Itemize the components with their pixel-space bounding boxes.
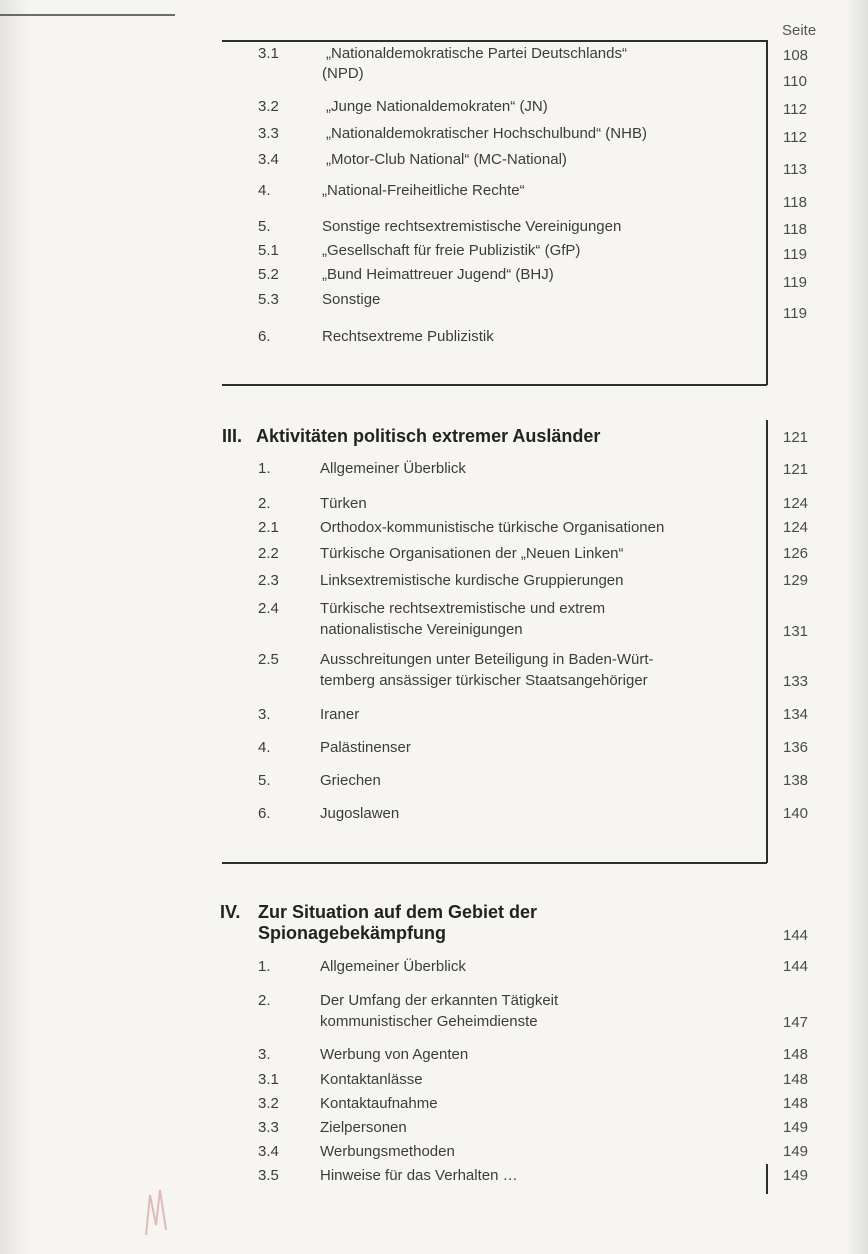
toc-title: Allgemeiner Überblick: [320, 958, 466, 975]
toc-title: „Junge Nationaldemokraten“ (JN): [326, 98, 548, 115]
toc-page: 149: [783, 1167, 809, 1184]
toc-title: Sonstige rechtsextremistische Vereinigungen: [322, 218, 622, 235]
toc-number: 4.: [258, 739, 271, 756]
toc-page: 134: [783, 706, 809, 723]
toc-number: 2.3: [258, 572, 279, 589]
page-column-rule: [766, 40, 768, 385]
toc-page: 121: [783, 461, 809, 478]
toc-title: Iraner: [320, 706, 360, 723]
ink-smudge: [140, 1185, 176, 1240]
toc-number: 2.: [258, 992, 271, 1009]
toc-page: 108: [783, 47, 809, 64]
corner-rule: [0, 14, 175, 16]
toc-title: Rechtsextreme Publizistik: [322, 328, 494, 345]
toc-number: 2.2: [258, 545, 279, 562]
toc-title-cont: temberg ansässiger türkischer Staatsangehöriger: [320, 672, 648, 689]
toc-number: 3.2: [258, 98, 279, 115]
toc-title: Linksextremistische kurdische Gruppierungen: [320, 572, 624, 589]
toc-page: 149: [783, 1119, 809, 1136]
page-edge-shadow: [0, 0, 30, 1254]
page-column-rule: [766, 420, 768, 863]
toc-title: „Motor-Club National“ (MC-National): [326, 151, 567, 168]
section-heading: Aktivitäten politisch extremer Ausländer: [256, 426, 601, 446]
page-column-rule: [766, 1164, 768, 1194]
toc-page: 113: [783, 161, 807, 178]
toc-page: 119: [783, 246, 807, 263]
toc-number: 2.1: [258, 519, 279, 536]
toc-number: 5.: [258, 218, 271, 235]
toc-number: 3.: [258, 706, 271, 723]
toc-number: 3.1: [258, 1071, 279, 1088]
toc-title: Türkische rechtsextremistische und extrem: [320, 600, 606, 617]
toc-number: 6.: [258, 328, 271, 345]
toc-page: 149: [783, 1143, 809, 1160]
section-rule: [222, 862, 767, 864]
toc-page: 112: [783, 129, 807, 146]
toc-page: 121: [783, 429, 809, 446]
toc-title: Kontaktaufnahme: [320, 1095, 438, 1112]
toc-title: Zielpersonen: [320, 1119, 407, 1136]
toc-number: 3.1: [258, 45, 279, 62]
toc-number: 5.1: [258, 242, 279, 259]
toc-title: Werbung von Agenten: [320, 1046, 469, 1063]
toc-page: 140: [783, 805, 809, 822]
toc-title: „Gesellschaft für freie Publizistik“ (GfP): [322, 242, 581, 259]
toc-number: 3.2: [258, 1095, 279, 1112]
toc-page: 131: [783, 623, 809, 640]
toc-title: Hinweise für das Verhalten …: [320, 1167, 518, 1184]
toc-title: „National-Freiheitliche Rechte“: [322, 182, 525, 199]
toc-number: 5.3: [258, 291, 279, 308]
toc-page: 110: [783, 73, 807, 90]
toc-page: 136: [783, 739, 809, 756]
toc-number: 6.: [258, 805, 271, 822]
toc-title: Türkische Organisationen der „Neuen Linken“: [320, 545, 624, 562]
section-rule-top: [222, 40, 767, 42]
toc-page: 124: [783, 519, 809, 536]
section-heading-cont: Spionagebekämpfung: [258, 923, 447, 943]
toc-number: 3.5: [258, 1167, 279, 1184]
section-rule-bottom: [222, 384, 767, 386]
toc-title: Kontaktanlässe: [320, 1071, 423, 1088]
section-number: III.: [222, 426, 243, 446]
toc-page: 118: [783, 194, 807, 211]
toc-number: 3.: [258, 1046, 271, 1063]
toc-number: 2.4: [258, 600, 279, 617]
toc-number: 4.: [258, 182, 271, 199]
toc-number: 3.3: [258, 125, 279, 142]
toc-title: Orthodox-kommunistische türkische Organisationen: [320, 519, 665, 536]
toc-number: 5.2: [258, 266, 279, 283]
section-heading: Zur Situation auf dem Gebiet der: [258, 902, 538, 922]
toc-title: „Nationaldemokratischer Hochschulbund“ (NHB): [326, 125, 647, 142]
toc-title: (NPD): [322, 65, 364, 82]
toc-page: 138: [783, 772, 809, 789]
toc-title: Türken: [320, 495, 367, 512]
toc-title: Werbungsmethoden: [320, 1143, 455, 1160]
toc-title-cont: kommunistischer Geheimdienste: [320, 1013, 538, 1030]
toc-page: 129: [783, 572, 809, 589]
toc-title: Der Umfang der erkannten Tätigkeit: [320, 992, 559, 1009]
toc-page: 124: [783, 495, 809, 512]
toc-number: 3.4: [258, 151, 279, 168]
section-number: IV.: [220, 902, 241, 922]
toc-title: Ausschreitungen unter Beteiligung in Baden-Würt-: [320, 651, 654, 668]
toc-number: 1.: [258, 958, 271, 975]
toc-number: 2.5: [258, 651, 279, 668]
toc-number: 5.: [258, 772, 271, 789]
toc-page: 119: [783, 274, 807, 291]
toc-number: 3.3: [258, 1119, 279, 1136]
toc-title: Jugoslawen: [320, 805, 400, 822]
toc-title: „Bund Heimattreuer Jugend“ (BHJ): [322, 266, 554, 283]
page-edge-shadow-right: [846, 0, 868, 1254]
toc-title: Sonstige: [322, 291, 381, 308]
toc-title: Griechen: [320, 772, 381, 789]
toc-page: 118: [783, 221, 807, 238]
toc-number: 2.: [258, 495, 271, 512]
toc-title: „Nationaldemokratische Partei Deutschlands“: [326, 45, 627, 62]
toc-number: 3.4: [258, 1143, 279, 1160]
toc-number: 1.: [258, 460, 271, 477]
toc-page: 144: [783, 927, 809, 944]
toc-page: 148: [783, 1095, 809, 1112]
toc-page: 126: [783, 545, 809, 562]
toc-page: 147: [783, 1014, 809, 1031]
toc-page: 148: [783, 1071, 809, 1088]
toc-title-cont: nationalistische Vereinigungen: [320, 621, 523, 638]
toc-page: 119: [783, 305, 807, 322]
toc-page: 112: [783, 101, 807, 118]
page-column-header: Seite: [782, 22, 817, 39]
toc-page: 133: [783, 673, 809, 690]
toc-title: Allgemeiner Überblick: [320, 460, 466, 477]
toc-title: Palästinenser: [320, 739, 411, 756]
toc-page: 144: [783, 958, 809, 975]
toc-page: 148: [783, 1046, 809, 1063]
